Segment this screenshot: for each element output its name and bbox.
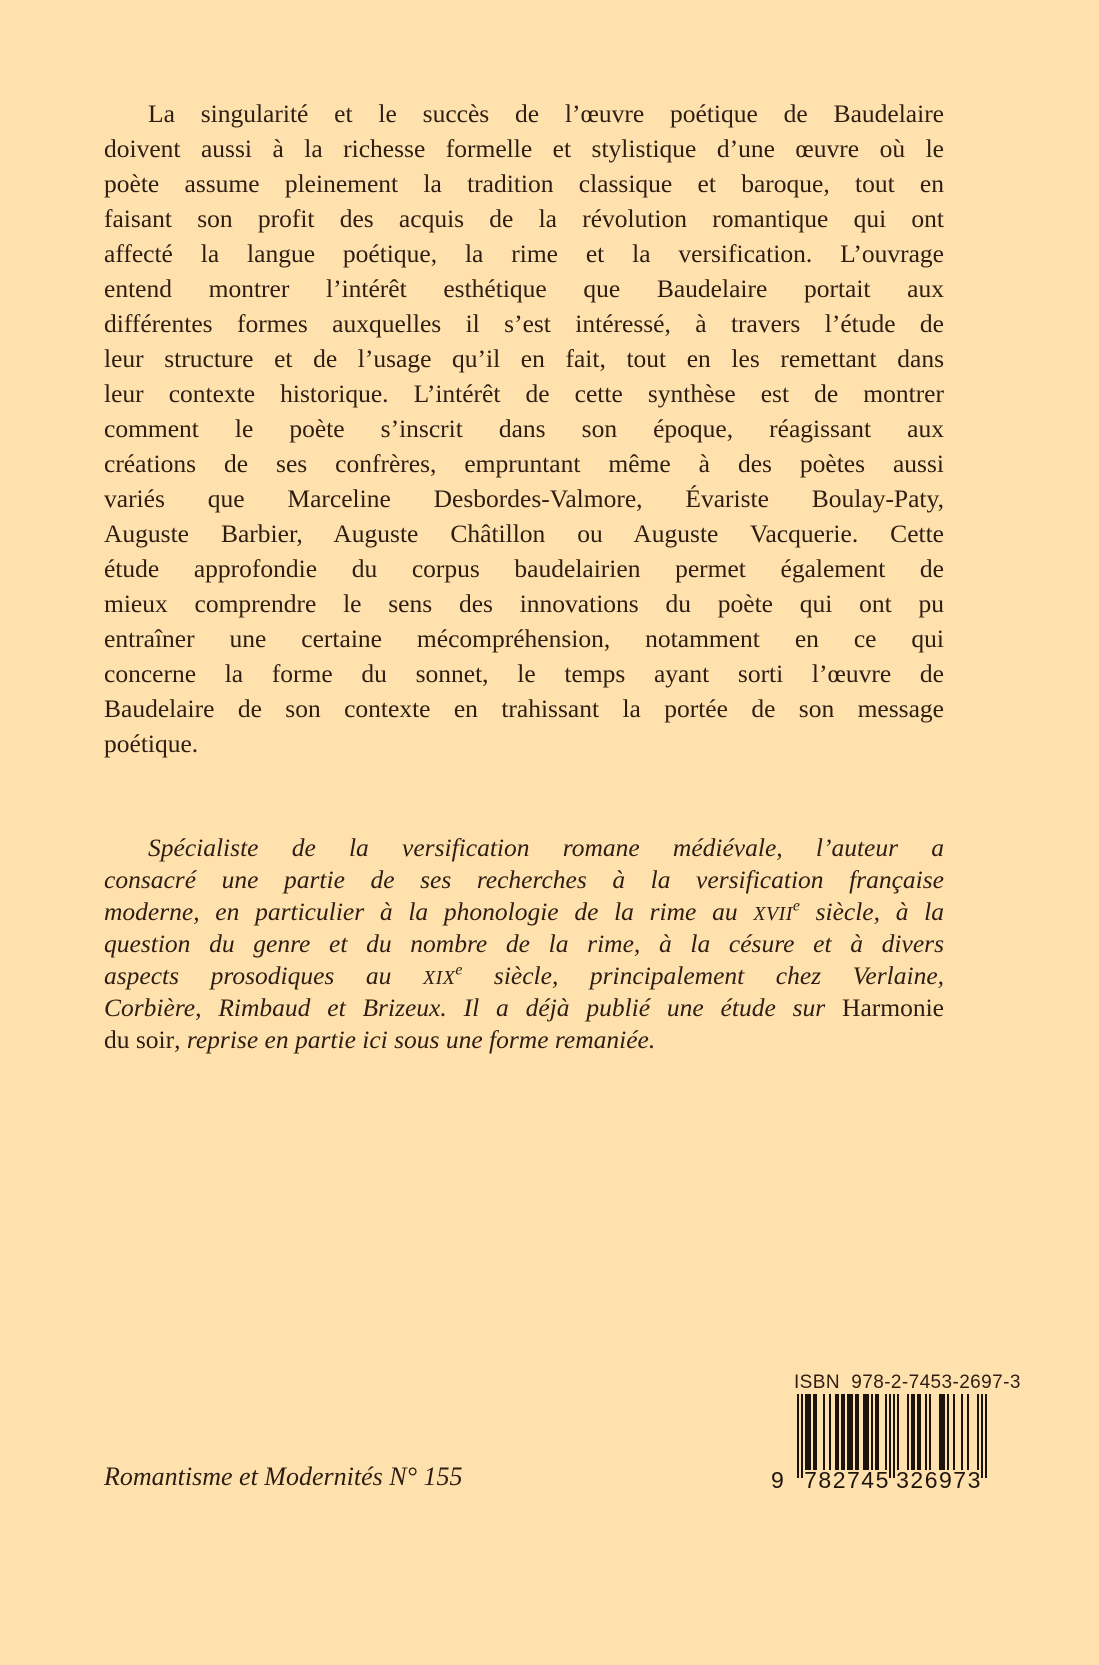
author-note-line: question du genre et du nombre de la rime, à la césure et à divers	[104, 929, 944, 958]
synopsis-paragraph	[104, 96, 944, 761]
synopsis-line: leur contexte historique. L’intérêt de cette synthèse est de montrer	[104, 379, 944, 408]
cited-work-title: Harmonie	[842, 993, 944, 1022]
synopsis-line: différentes formes auxquelles il s’est intéressé, à travers l’étude de	[104, 309, 944, 338]
synopsis-line: concerne la forme du sonnet, le temps ayant sorti l’œuvre de	[104, 659, 944, 688]
author-note-line	[104, 992, 944, 1024]
synopsis-line: variés que Marceline Desbordes-Valmore, Évariste Boulay-Paty,	[104, 484, 944, 513]
synopsis-line: doivent aussi à la richesse formelle et stylistique d’une œuvre où le	[104, 134, 944, 163]
author-note-line	[104, 960, 944, 992]
synopsis-line: mieux comprendre le sens des innovations du poète qui ont pu	[104, 589, 944, 618]
synopsis-line: poète assume pleinement la tradition classique et baroque, tout en	[104, 169, 944, 198]
note-text: , reprise en partie ici sous une forme remaniée.	[174, 1025, 656, 1054]
barcode-bar	[985, 1394, 987, 1478]
synopsis-line: poétique.	[104, 729, 199, 758]
author-note-paragraph	[104, 832, 944, 1056]
note-text: siècle, principalement chez Verlaine,	[462, 961, 944, 990]
ean-barcode	[771, 1394, 987, 1494]
isbn-label: ISBN 978-2-7453-2697-3	[794, 1372, 1021, 1393]
ean-digits-group2: 326973	[896, 1467, 982, 1493]
synopsis-line: leur structure et de l’usage qu’il en fait, tout en les remettant dans	[104, 344, 944, 373]
synopsis-line: affecté la langue poétique, la rime et la versification. L’ouvrage	[104, 239, 944, 268]
synopsis-line: entraîner une certaine mécompréhension, notamment en ce qui	[104, 624, 944, 653]
note-text: moderne, en particulier à la phonologie de la rime au	[104, 897, 754, 926]
synopsis-line: comment le poète s’inscrit dans son époque, réagissant aux	[104, 414, 944, 443]
note-text: Corbière, Rimbaud et Brizeux. Il a déjà publié une étude sur	[104, 993, 843, 1022]
ean-lead-digit: 9	[771, 1467, 784, 1493]
century-small-caps: XIX	[422, 967, 456, 989]
synopsis-line: entend montrer l’intérêt esthétique que Baudelaire portait aux	[104, 274, 944, 303]
cited-work-title: du soir	[104, 1025, 175, 1054]
century-superscript: e	[792, 897, 800, 915]
note-text: aspects prosodiques au	[104, 961, 423, 990]
synopsis-line: Baudelaire de son contexte en trahissant la portée de son message	[104, 694, 944, 723]
synopsis-line: faisant son profit des acquis de la révolution romantique qui ont	[104, 204, 944, 233]
author-note-line	[104, 1024, 944, 1056]
author-note-line: Spécialiste de la versification romane médiévale, l’auteur a	[148, 833, 944, 862]
century-superscript: e	[455, 961, 463, 979]
synopsis-line: étude approfondie du corpus baudelairien permet également de	[104, 554, 944, 583]
synopsis-line: créations de ses confrères, empruntant même à des poètes aussi	[104, 449, 944, 478]
note-text: siècle, à la	[799, 897, 944, 926]
ean-digits-group1: 782745	[804, 1467, 890, 1493]
synopsis-line: Auguste Barbier, Auguste Châtillon ou Auguste Vacquerie. Cette	[104, 519, 944, 548]
author-note-line	[104, 896, 944, 928]
collection-label: Romantisme et Modernités N° 155	[104, 1462, 463, 1491]
author-note-line: consacré une partie de ses recherches à la versification française	[104, 865, 944, 894]
barcode-bars	[797, 1394, 987, 1478]
synopsis-line: La singularité et le succès de l’œuvre poétique de Baudelaire	[148, 99, 944, 128]
century-small-caps: XVII	[753, 903, 793, 925]
